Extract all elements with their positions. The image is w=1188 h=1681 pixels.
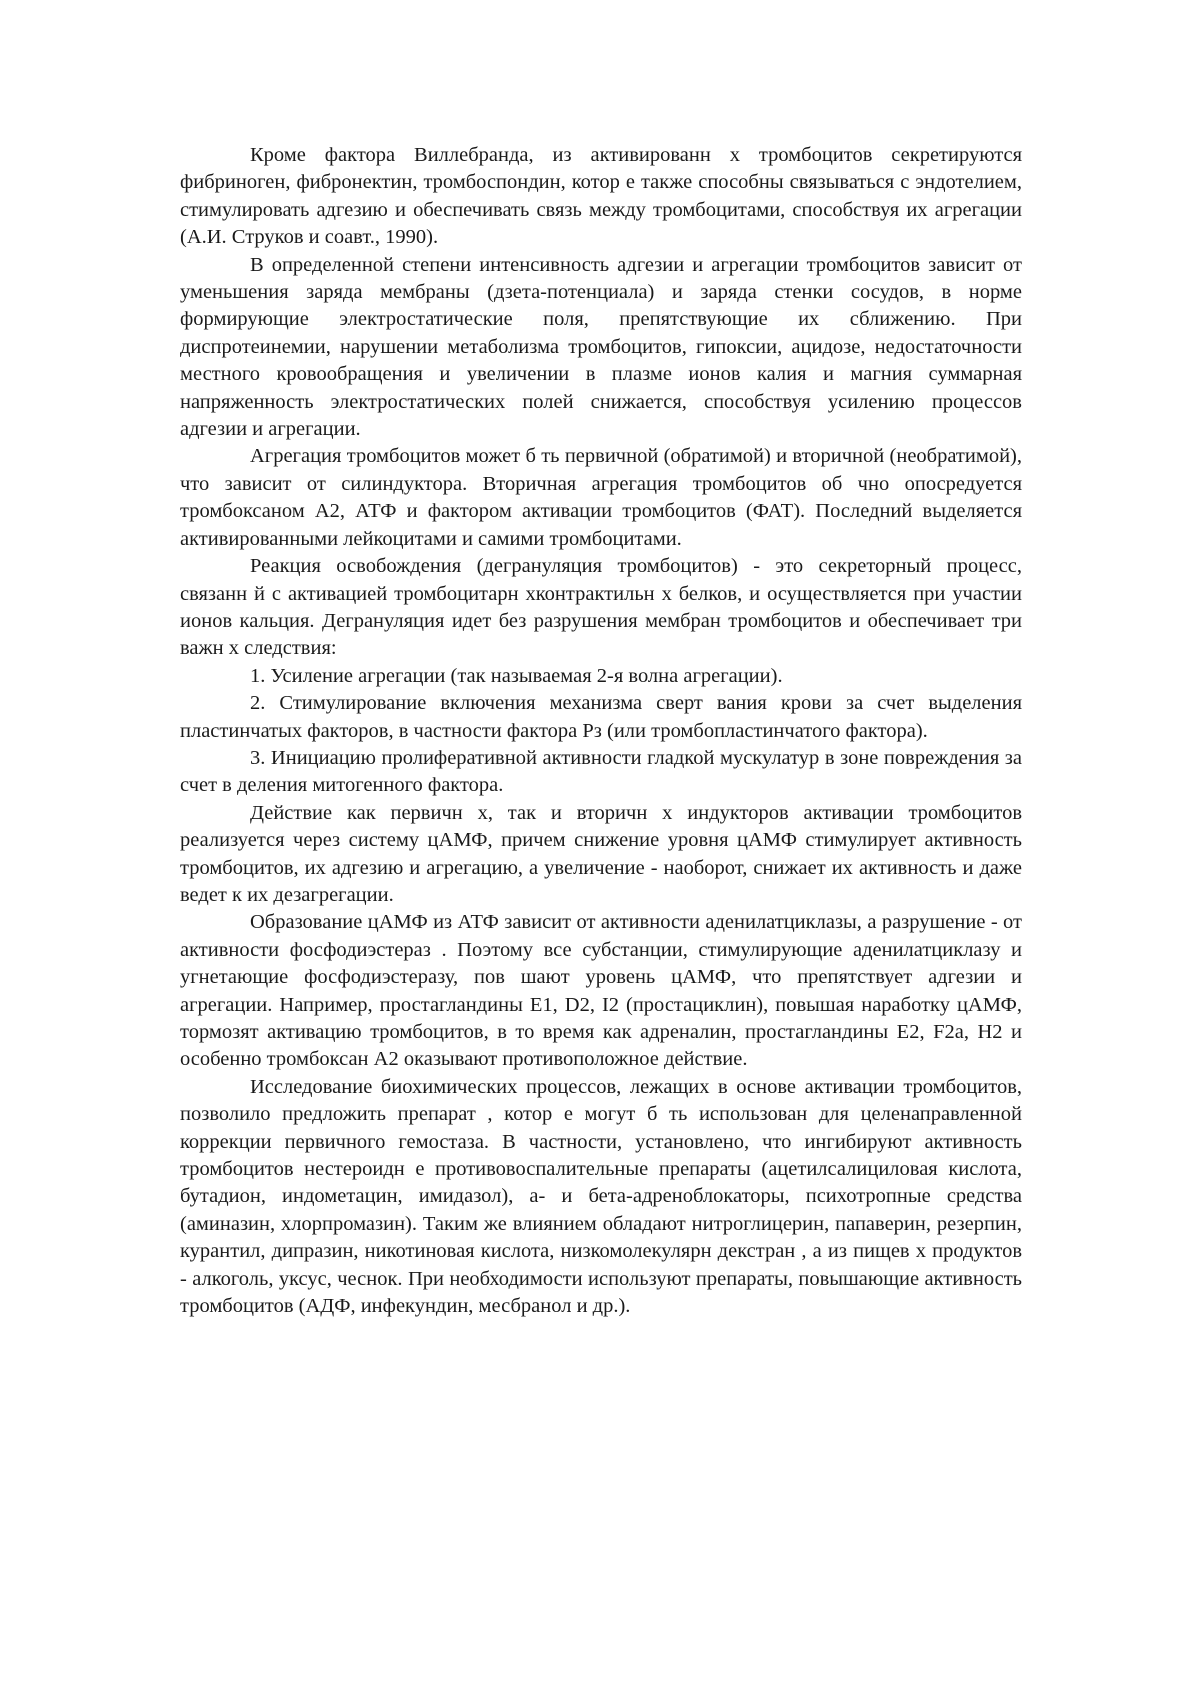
list-item-2: 2. Стимулирование включения механизма сверт вания крови за счет выделения пластинчатых факторов, в частности фактора Рз (или тромбопластинчатого фактора).	[180, 692, 1022, 742]
list-item-1: 1. Усиление агрегации (так называемая 2-я волна агрегации).	[250, 664, 783, 687]
paragraph-camp-formation: Образование цАМФ из АТФ зависит от активности аденилатциклазы, а разрушение - от активности фосфодиэстераз . Поэтому все субстанции, стимулирующие аденилатциклазу и угнетающие фосфодиэстеразу, пов шают уровень цАМФ, что препятствует адгезии и агрегации. Например, простагландины Е1, D2, I2 (простациклин), повышая наработку цАМФ, тормозят активацию тромбоцитов, в то время как адреналин, простагландины Е2, F2a, Н2 и особенно тромбоксан А2 оказывают противоположное действие.	[180, 911, 1022, 1071]
paragraph-aggregation: Агрегация тромбоцитов может б ть первичной (обратимой) и вторичной (необратимой), что зависит от силиндуктора. Вторичная агрегация тромбоцитов об чно опосредуется тромбоксаном А2, АТФ и фактором активации тромбоцитов (ФАТ). Последний выделяется активированными лейкоцитами и самими тромбоцитами.	[180, 445, 1022, 550]
paragraph-degranulation: Реакция освобождения (дегрануляция тромбоцитов) - это секреторный процесс, связанн й с активацией тромбоцитарн хконтрактильн х белков, и осуществляется при участии ионов кальция. Дегрануляция идет без разрушения мембран тромбоцитов и обеспечивает три важн х следствия:	[180, 555, 1022, 660]
paragraph-camp-action: Действие как первичн х, так и вторичн х индукторов активации тромбоцитов реализуется через систему цАМФ, причем снижение уровня цАМФ стимулирует активность тромбоцитов, их адгезию и агрегацию, а увеличение - наоборот, снижает их активность и даже ведет к их дезагрегации.	[180, 801, 1022, 906]
paragraph-drugs: Исследование биохимических процессов, лежащих в основе активации тромбоцитов, позволило предложить препарат , котор е могут б ть использован для целенаправленной коррекции первичного гемостаза. В частности, установлено, что ингибируют активность тромбоцитов нестероидн е противовоспалительные препараты (ацетилсалициловая кислота, бутадион, индометацин, имидазол), а- и бета-адреноблокаторы, психотропные средства (аминазин, хлорпромазин). Таким же влиянием обладают нитроглицерин, папаверин, резерпин, курантил, дипразин, никотиновая кислота, низкомолекулярн декстран , а из пищев х продуктов - алкоголь, уксус, чеснок. При необходимости используют препараты, повышающие активность тромбоцитов (АДФ, инфекундин, месбранол и др.).	[180, 1075, 1022, 1318]
document-page	[180, 142, 1022, 1320]
paragraph-electrostatic: В определенной степени интенсивность адгезии и агрегации тромбоцитов зависит от уменьшения заряда мембраны (дзета-потенциала) и заряда стенки сосудов, в норме формирующие электростатические поля, препятствующие их сближению. При диспротеинемии, нарушении метаболизма тромбоцитов, гипоксии, ацидозе, недостаточности местного кровообращения и увеличении в плазме ионов калия и магния суммарная напряженность электростатических полей снижается, способствуя усилению процессов адгезии и агрегации.	[180, 253, 1022, 441]
paragraph-willebrand: Кроме фактора Виллебранда, из активированн х тромбоцитов секретируются фибриноген, фибронектин, тромбоспондин, котор е также способны связываться с эндотелием, стимулировать адгезию и обеспечивать связь между тромбоцитами, способствуя их агрегации (А.И. Струков и соавт., 1990).	[180, 144, 1022, 249]
list-item-3: 3. Инициацию пролиферативной активности гладкой мускулатур в зоне повреждения за счет в деления митогенного фактора.	[180, 746, 1022, 797]
